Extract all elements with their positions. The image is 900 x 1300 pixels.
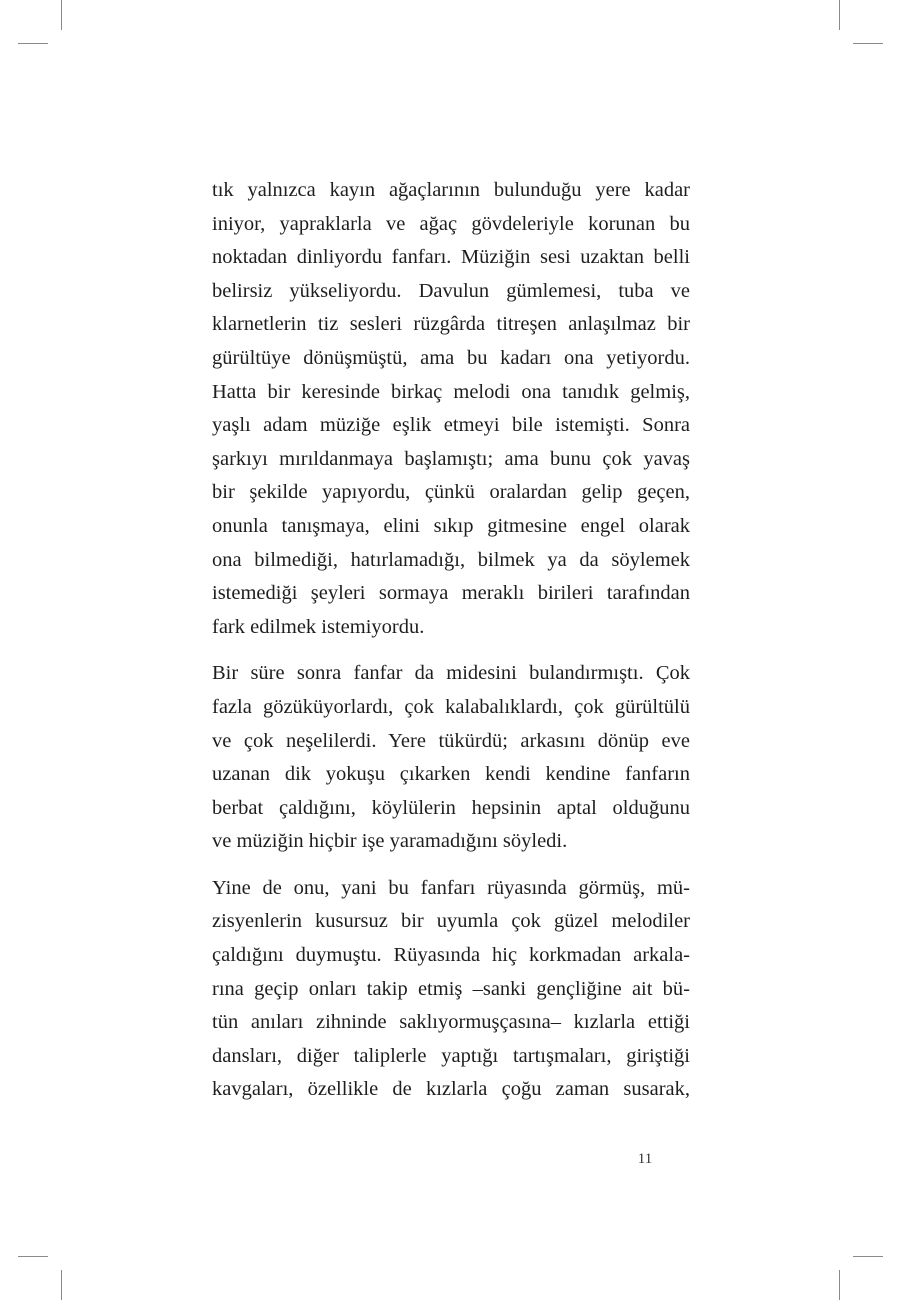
text-line: fark edilmek istemiyordu. xyxy=(212,615,425,638)
text-line: tün anıları zihninde saklıyormuşçasına– kızlarla ettiği xyxy=(212,1011,690,1034)
text-line: ona bilmediği, hatırlamadığı, bilmek ya da söylemek xyxy=(212,548,690,571)
text-line: şarkıyı mırıldanmaya başlamıştı; ama bunu çok yavaş xyxy=(212,447,690,470)
text-line: klarnetlerin tiz sesleri rüzgârda titreşen anlaşılmaz bir xyxy=(212,313,690,336)
crop-mark-bottom-left-vertical xyxy=(61,1270,62,1300)
text-line: dansları, diğer taliplerle yaptığı tartışmaları, giriştiği xyxy=(212,1044,690,1067)
text-line: Hatta bir keresinde birkaç melodi ona tanıdık gelmiş, xyxy=(212,380,690,403)
text-line: gürültüye dönüşmüştü, ama bu kadarı ona yetiyordu. xyxy=(212,346,690,369)
crop-mark-bottom-right-vertical xyxy=(839,1270,840,1300)
text-line: uzanan dik yokuşu çıkarken kendi kendine fanfarın xyxy=(212,763,690,786)
text-line: tık yalnızca kayın ağaçlarının bulunduğu yere kadar xyxy=(212,179,690,201)
crop-mark-top-right-vertical xyxy=(839,0,840,30)
text-line: ve müziğin hiçbir işe yaramadığını söyledi. xyxy=(212,830,568,853)
text-line: zisyenlerin kusursuz bir uyumla çok güzel melodiler xyxy=(212,910,690,933)
text-line: Yine de onu, yani bu fanfarı rüyasında görmüş, mü- xyxy=(212,876,690,899)
text-line: Bir süre sonra fanfar da midesini bulandırmıştı. Çok xyxy=(212,662,690,685)
text-line: berbat çaldığını, köylülerin hepsinin aptal olduğunu xyxy=(212,796,690,819)
text-line: belirsiz yükseliyordu. Davulun gümlemesi, tuba ve xyxy=(212,279,690,302)
text-line: noktadan dinliyordu fanfarı. Müziğin sesi uzaktan belli xyxy=(212,246,690,269)
text-line: bir şekilde yapıyordu, çünkü oralardan gelip geçen, xyxy=(212,481,690,504)
text-line: rına geçip onları takip etmiş –sanki gençliğine ait bü- xyxy=(212,977,690,1000)
crop-mark-bottom-left-horizontal xyxy=(18,1256,48,1257)
text-line: çaldığını duymuştu. Rüyasında hiç korkmadan arkala- xyxy=(212,944,690,967)
paragraph-1 xyxy=(212,174,690,644)
crop-mark-bottom-right-horizontal xyxy=(853,1256,883,1257)
text-line: kavgaları, özellikle de kızlarla çoğu zaman susarak, xyxy=(212,1078,690,1101)
text-line: yaşlı adam müziğe eşlik etmeyi bile istemişti. Sonra xyxy=(212,414,690,437)
paragraph-3 xyxy=(212,872,690,1107)
crop-mark-top-left-horizontal xyxy=(18,43,48,44)
text-line: iniyor, yapraklarla ve ağaç gövdeleriyle korunan bu xyxy=(212,212,690,235)
paragraph-2 xyxy=(212,657,690,859)
crop-mark-top-right-horizontal xyxy=(853,43,883,44)
crop-mark-top-left-vertical xyxy=(61,0,62,30)
text-line: fazla gözüküyorlardı, çok kalabalıklardı, çok gürültülü xyxy=(212,695,690,718)
page-number: 11 xyxy=(637,1151,653,1167)
text-line: istemediği şeyleri sormaya meraklı birileri tarafından xyxy=(212,582,690,605)
body-text xyxy=(212,174,690,1120)
text-line: onunla tanışmaya, elini sıkıp gitmesine engel olarak xyxy=(212,514,690,537)
text-line: ve çok neşelilerdi. Yere tükürdü; arkasını dönüp eve xyxy=(212,729,690,752)
